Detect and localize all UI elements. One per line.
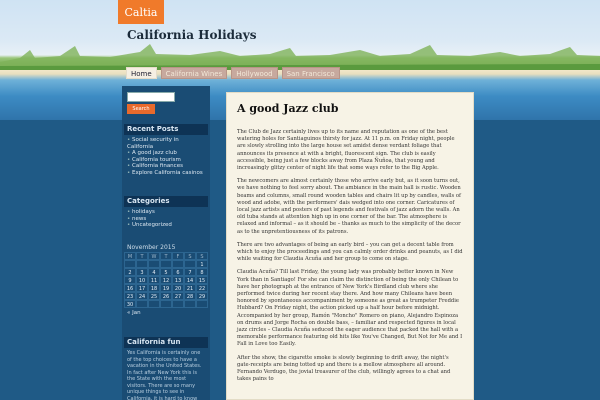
categories-title: Categories — [124, 196, 208, 207]
site-tag[interactable]: Caltia — [118, 0, 164, 24]
calendar-day: 29 — [196, 292, 208, 300]
calendar-day: 22 — [196, 284, 208, 292]
calendar-day: 25 — [148, 292, 160, 300]
calendar-day: 24 — [136, 292, 148, 300]
recent-posts-widget — [124, 124, 208, 178]
post-title[interactable]: A good Jazz club — [237, 102, 339, 115]
calendar-day — [148, 300, 160, 308]
calendar-day: 11 — [148, 276, 160, 284]
calendar-day-header: T — [160, 252, 172, 260]
calendar-day: 26 — [160, 292, 172, 300]
calendar-day — [172, 260, 184, 268]
calendar-grid — [124, 252, 208, 308]
calendar-day: 14 — [184, 276, 196, 284]
calendar-day: 18 — [148, 284, 160, 292]
nav-california-wines[interactable]: California Wines — [161, 67, 228, 79]
nav-san-francisco[interactable]: San Francisco — [282, 67, 340, 79]
calendar-day-header: F — [172, 252, 184, 260]
calendar-day: 6 — [172, 268, 184, 276]
calendar-day — [184, 260, 196, 268]
calendar-prev-link[interactable]: « Jan — [127, 310, 141, 316]
calendar-day — [196, 300, 208, 308]
calendar-day — [148, 260, 160, 268]
calendar-day — [184, 300, 196, 308]
calendar-day: 13 — [172, 276, 184, 284]
nav-home[interactable]: Home — [126, 67, 157, 79]
post-paragraph: After the show, the cigarette smoke is slowly beginning to drift away, the night's gate-receipts are being totted up and there is a mellow atmosphere all around. Fernando Verdugo, the jovial treasurer of the club, willingly agrees to a chat and takes pains to — [237, 354, 451, 383]
post-paragraph: The newcomers are almost certainly those who arrive early but, as it soon turns out, we have nothing to feel sorry about. The ambiance in the main hall is rustic. Wooden beams and columns, small round wooden tables and chairs lit up by candles, walls of wood and adobe, with the performers' dais wedged into one corner. Caricatures of local jazz artists and posters of past legends and festivals of jazz adorn the walls. An old tuba stands at attention high up in one corner of the bar. The atmosphere is relaxed and informal – as it should be – thanks as much to the simplicity of the decor as to the unpretentiousness of its patrons. — [237, 178, 461, 235]
calendar-day: 1 — [196, 260, 208, 268]
post-paragraph: There are two advantages of being an early bird – you can get a decent table from which to enjoy the proceedings and you can calmly order drinks and peanuts, as I did while waiting for Claudia Acuña and her group to come on stage. — [237, 241, 463, 263]
calendar-day-header: M — [124, 252, 136, 260]
calendar-day: 10 — [136, 276, 148, 284]
main-nav — [126, 67, 340, 79]
calendar-day: 21 — [184, 284, 196, 292]
california-fun-widget — [124, 337, 208, 400]
calendar-day: 5 — [160, 268, 172, 276]
calendar-day: 28 — [184, 292, 196, 300]
post-paragraph: Claudia Acuña? Till last Friday, the young lady was probably better known in New York than in Santiago! For she can claim the distinction of being the only Chilean to have her photograph at the entrance of New York's Birdland club where she performed twice during her recent stay there. And how many Chileans have been honored by spontaneous accompaniment by someone as great as trumpeter Freddie Hubbard? On Friday night, the action picked up a half hour before midnight. Accompanied by her group, Ramón "Moncho" Romero on piano, Alejandro Espinoza on drums and Jorge Rocha on double bass, – familiar and respected figures in local jazz circles – Claudia Acuña seduced the eager audience that packed the hall with a memorable performance featuring old hits like You've Changed, But Not for Me and I Fall in Love too Easily. — [237, 269, 463, 348]
post-body — [237, 129, 463, 384]
category-link[interactable]: • Uncategorized — [127, 222, 205, 229]
recent-posts-title: Recent Posts — [124, 124, 208, 135]
category-link[interactable]: • holidays — [127, 209, 205, 216]
calendar-day — [160, 300, 172, 308]
calendar-day — [160, 260, 172, 268]
category-link[interactable]: • news — [127, 216, 205, 223]
calendar-day-header: W — [148, 252, 160, 260]
calendar-day — [172, 300, 184, 308]
nav-hollywood[interactable]: Hollywood — [231, 67, 277, 79]
calendar-day: 23 — [124, 292, 136, 300]
recent-post-link[interactable]: • A good jazz club — [127, 150, 205, 157]
calendar-day: 15 — [196, 276, 208, 284]
post-paragraph: The Club de Jazz certainly lives up to its name and reputation as one of the best watering holes for Santiaguinos thirsty for jazz. At 11 p.m. on Friday night, people are slowly strolling into the large house set amidst dense verdant foliage that announces its presence at with a bright, fluorescent sign. The club is easily accessible, being just a few blocks away from Plaza Ñuñoa, that young and increasingly glitzy center of night life that some ways refer to the Big Apple. — [237, 129, 455, 172]
calendar-caption: November 2015 — [127, 244, 176, 251]
calendar-day: 8 — [196, 268, 208, 276]
calendar-day — [136, 260, 148, 268]
calendar-day — [124, 260, 136, 268]
calendar-day: 12 — [160, 276, 172, 284]
calendar-day: 3 — [136, 268, 148, 276]
calendar-day: 30 — [124, 300, 136, 308]
calendar-day: 9 — [124, 276, 136, 284]
palm-skyline-decoration — [0, 40, 600, 70]
recent-post-link[interactable]: • California tourism — [127, 157, 205, 164]
recent-post-link[interactable]: • Explore California casinos — [127, 170, 205, 177]
calendar-day: 2 — [124, 268, 136, 276]
calendar-day: 4 — [148, 268, 160, 276]
site-title[interactable]: California Holidays — [127, 28, 257, 42]
recent-post-link[interactable]: • California finances — [127, 163, 205, 170]
calendar-day: 7 — [184, 268, 196, 276]
calendar-day — [136, 300, 148, 308]
search-input[interactable] — [127, 92, 175, 102]
california-fun-title: California fun — [124, 337, 208, 348]
post-content — [226, 92, 474, 400]
search-button[interactable]: Search — [127, 104, 155, 114]
calendar-day: 16 — [124, 284, 136, 292]
california-fun-text: Yes California is certainly one of the top choices to have a vacation in the United States. In fact after New York this is the State with the most visitors. There are so many unique things to see in California, it is hard to know — [127, 350, 202, 400]
calendar-day: 27 — [172, 292, 184, 300]
calendar-day: 17 — [136, 284, 148, 292]
calendar-day-header: S — [196, 252, 208, 260]
categories-widget — [124, 196, 208, 231]
calendar-day: 19 — [160, 284, 172, 292]
calendar-widget — [124, 243, 208, 318]
calendar-day-header: T — [136, 252, 148, 260]
calendar-day: 20 — [172, 284, 184, 292]
calendar-day-header: S — [184, 252, 196, 260]
recent-post-link[interactable]: • Social security in California — [127, 137, 205, 150]
